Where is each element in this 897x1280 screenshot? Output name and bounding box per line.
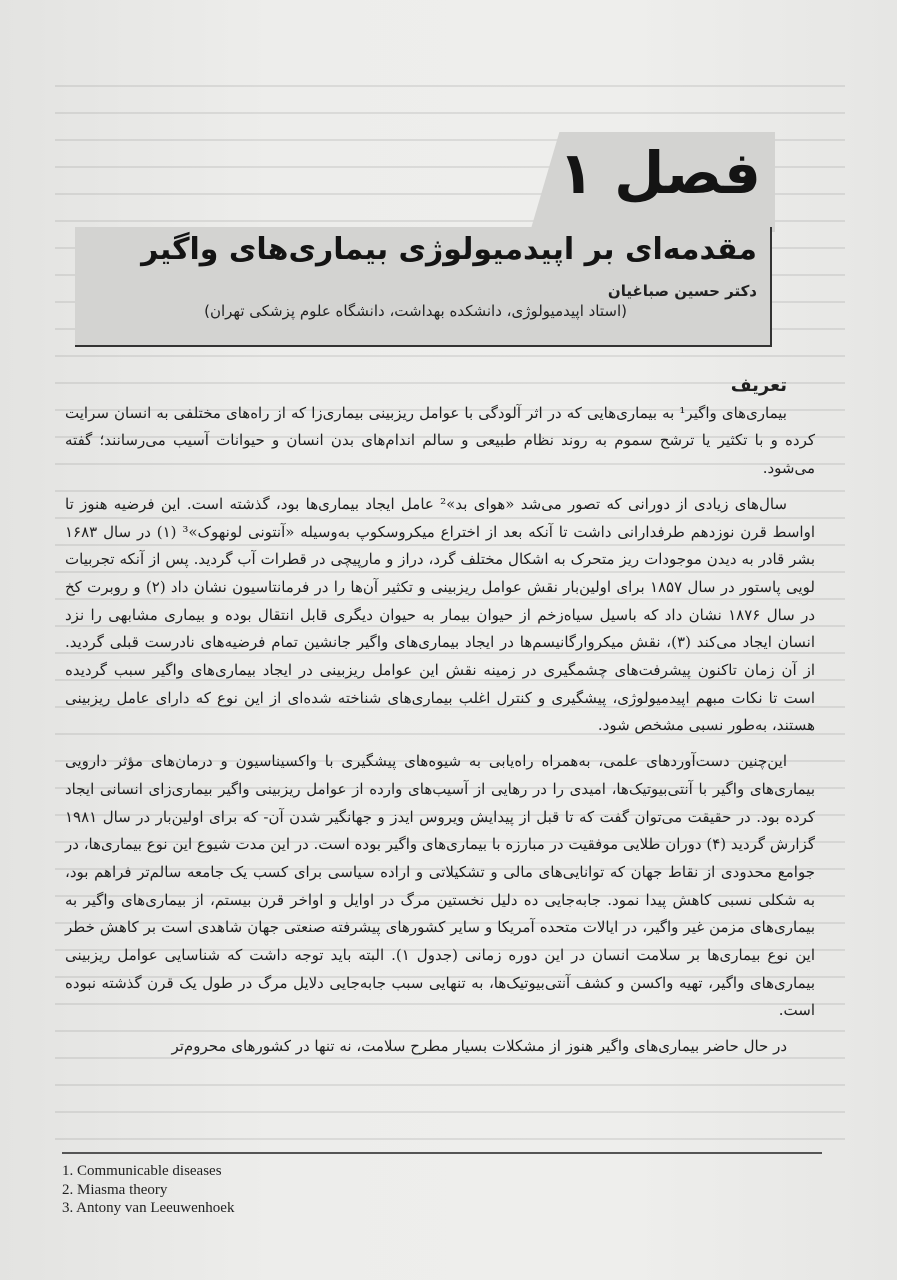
paragraph: این‌چنین دست‌آوردهای علمی، به‌همراه راه‌یابی به شیوه‌های پیشگیری با واکسیناسیون و درمان‌های مؤثر دارویی بیماری‌های واگیر با آنتی‌بیوتیک‌ها، امیدی را در رهایی از آسیب‌های وارده از عوامل ریزبینی واگیر بیماری‌زای انسانی ایجاد کرده بود. در حقیقت می‌توان گفت که تا قبل از پیدایش ویروس ایدز و جهانگیر شدن آن- که برای اولین‌بار در سال ۱۹۸۱ گزارش گردید (۴) دوران طلایی موفقیت در مبارزه با بیماری‌های واگیر بوده است. در این مدت شیوع این نوع بیماری‌ها، در جوامع محدودی از نقاط جهان که توانایی‌های مالی و تشکیلاتی و اراده سیاسی برای کسب یک جامعه سالم‌تر فراهم بود، به شکلی نسبی کاهش پیدا نمود. جابه‌جایی ده دلیل نخستین مرگ در اوایل و اواخر قرن بیستم، از بیماری‌های واگیر به بیماری‌های مزمن غیر واگیر، در ایالات متحده آمریکا و سایر کشورهای پیشرفته صنعتی جهان شاهدی است بر کاهش خطر این نوع بیماری‌ها بر سلامت انسان در این دوره زمانی (جدول ۱). البته باید توجه داشت که شناسایی عوامل ریزبینی بیماری‌های واگیر، تهیه واکسن و کشف آنتی‌بیوتیک‌ها، به تنهایی سبب جابه‌جایی دلایل مرگ در طول یک قرن گذشته نبوده است.: [65, 752, 815, 1020]
author-name: دکتر حسین صباغیان: [607, 282, 757, 300]
author-line: [204, 282, 757, 320]
footnote-divider: [62, 1152, 822, 1154]
footnote: 3. Antony van Leeuwenhoek: [62, 1200, 235, 1216]
section-title: تعریف: [730, 375, 787, 396]
paragraph: بیماری‌های واگیر¹ به بیماری‌هایی که در اثر آلودگی با عوامل ریزبینی بیماری‌زا که از راه‌های مختلفی به انسان سرایت کرده و با تکثیر یا ترشح سموم به روند نظام طبیعی و سالم اندام‌های بدن انسان و حیوانات آسیب می‌رسانند؛ گفته می‌شود.: [65, 403, 815, 478]
paragraph: در حال حاضر بیماری‌های واگیر هنوز از مشکلات بسیار مطرح سلامت، نه تنها در کشورهای محروم‌تر: [171, 1037, 787, 1056]
author-affiliation: (استاد اپیدمیولوژی، دانشکده بهداشت، دانشگاه علوم پزشکی تهران): [204, 302, 627, 320]
chapter-banner: [75, 132, 775, 347]
paragraph: سال‌های زیادی از دورانی که تصور می‌شد «هوای بد»² عامل ایجاد بیماری‌ها بود، گذشته است. این فرضیه هنوز تا اواسط قرن نوزدهم طرفدارانی داشت تا آنکه بعد از اختراع میکروسکوپ به‌وسیله «آنتونی لونهوک»³ (۱) در سال ۱۶۸۳ بشر قادر به دیدن موجودات ریز متحرک به اشکال مختلف گرد، دراز و مارپیچی در قطرات آب گردید. پس از آنکه تجربیات لویی پاستور در سال ۱۸۵۷ برای اولین‌بار نقش عوامل ریزبینی و تکثیر آن‌ها را در فرمانتاسیون نشان داد (۲) و روبرت کخ در سال ۱۸۷۶ نشان داد که باسیل سیاه‌زخم از حیوان بیمار به حیوان دیگری قابل انتقال بوده و بیماری مشابهی را نزد انسان ایجاد می‌کند (۳)، نقش میکروارگانیسم‌ها در ایجاد بیماری‌های واگیر جانشین تمام فرضیه‌های نادرست قبلی گردید. از آن زمان تاکنون پیشرفت‌های چشمگیری در زمینه نقش این عوامل ریزبینی در ایجاد بیماری‌های واگیر سبب گردیده است تا نکات مبهم اپیدمیولوژی، پیشگیری و کنترل اغلب بیماری‌های شناخته شده‌ای از این نوع که دارای عامل ریزبینی هستند، به‌طور نسبی مشخص شود.: [65, 494, 816, 735]
footnote: 2. Miasma theory: [62, 1181, 168, 1198]
chapter-body: [65, 372, 815, 1061]
banner-bottom-rule: [75, 345, 770, 347]
footnote: 1. Communicable diseases: [62, 1163, 222, 1179]
footnotes: [62, 1162, 462, 1218]
banner-side-rule: [770, 227, 772, 347]
chapter-number: فصل ۱: [558, 139, 761, 207]
chapter-title: مقدمه‌ای بر اپیدمیولوژی بیماری‌های واگیر: [141, 232, 757, 267]
